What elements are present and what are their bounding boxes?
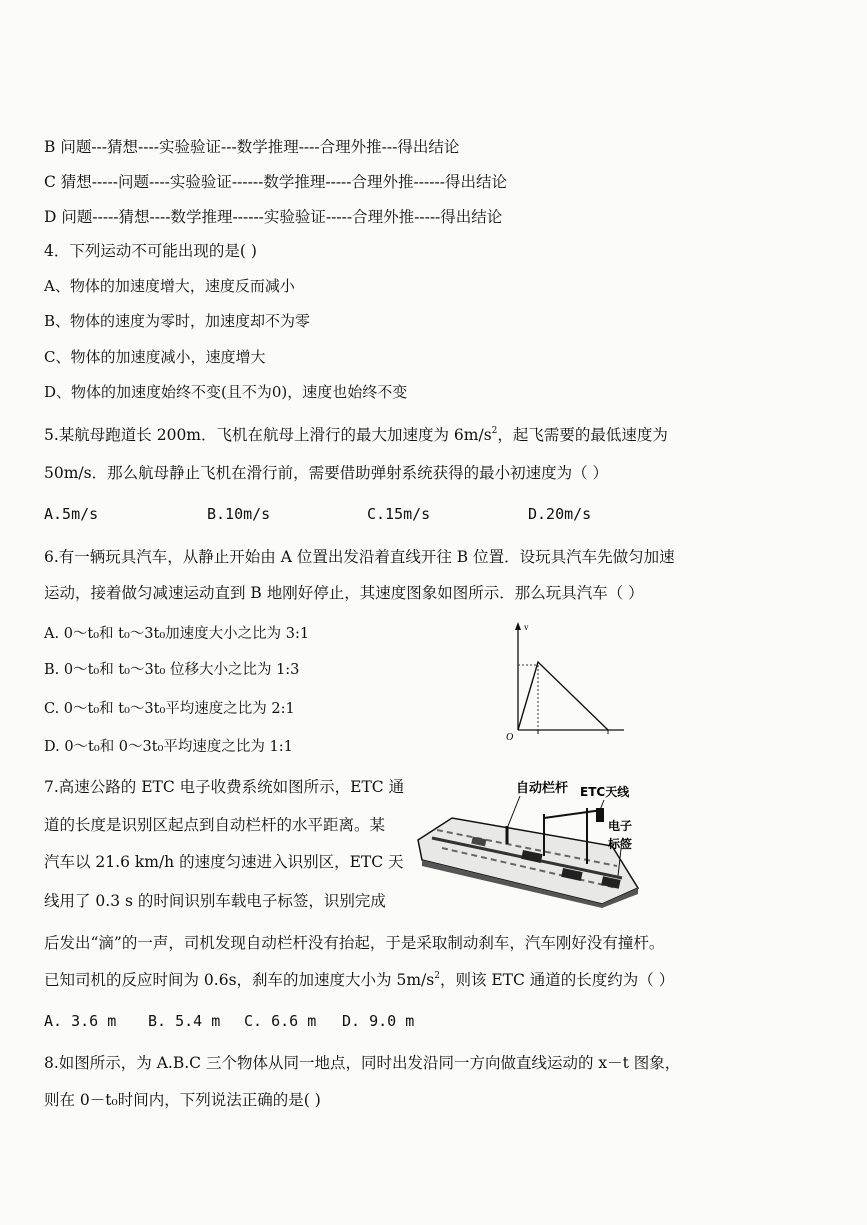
graph-v-label: v xyxy=(524,622,529,632)
graph-velocity-line xyxy=(518,662,608,730)
q8-stem-line1: 8.如图所示，为 A.B.C 三个物体从同一地点，同时出发沿同一方向做直线运动的 x－t 图象， xyxy=(44,1054,681,1072)
q8-stem-line2: 则在 0－t₀时间内，下列说法正确的是( ) xyxy=(44,1091,321,1109)
q5-option-d: D.20m/s xyxy=(528,505,592,523)
q7-option-d: D. 9.0 m xyxy=(342,1012,415,1030)
q7-line6 xyxy=(44,970,674,990)
q5-stem-superscript: 2 xyxy=(491,426,498,436)
etc-antenna-box xyxy=(596,808,604,822)
q6-stem-line1: 6.有一辆玩具汽车，从静止开始由 A 位置出发沿着直线开往 B 位置．设玩具汽车先做匀加速 xyxy=(44,548,675,566)
q4-option-d: D、物体的加速度始终不变(且不为0)，速度也始终不变 xyxy=(44,383,408,401)
q4-option-c: C、物体的加速度减小，速度增大 xyxy=(44,348,266,366)
q6-option-d: D. 0～t₀和 0～3t₀平均速度之比为 1:1 xyxy=(44,739,293,755)
q7-line1: 7.高速公路的 ETC 电子收费系统如图所示，ETC 通 xyxy=(44,778,405,796)
graph-v-axis-arrow xyxy=(515,622,521,630)
q6-stem-line2: 运动，接着做匀减速运动直到 B 地刚好停止，其速度图象如图所示．那么玩具汽车（ ） xyxy=(44,584,644,602)
etc-label-tag-1: 电子 xyxy=(608,819,633,833)
q4-option-a: A、物体的加速度增大，速度反而减小 xyxy=(44,277,295,295)
q5-option-a: A.5m/s xyxy=(44,505,99,523)
q7-line6-superscript: 2 xyxy=(434,971,440,981)
q5-stem-line2: 50m/s．那么航母静止飞机在滑行前，需要借助弹射系统获得的最小初速度为（ ） xyxy=(44,464,609,482)
q7-line5: 后发出“滴”的一声，司机发现自动栏杆没有抬起，于是采取制动刹车，汽车刚好没有撞杆。 xyxy=(44,934,665,952)
q7-option-b: B. 5.4 m xyxy=(148,1012,221,1030)
etc-label-antenna: ETC天线 xyxy=(580,785,630,799)
q6-option-a: A. 0～t₀和 t₀～3t₀加速度大小之比为 3:1 xyxy=(44,626,310,642)
q3-option-d: D 问题-----猜想----数学推理------实验验证-----合理外推-----得出结论 xyxy=(44,208,503,226)
q3-option-c: C 猜想-----问题----实验验证------数学推理-----合理外推------得出结论 xyxy=(44,173,507,191)
q7-line4: 线用了 0.3 s 的时间识别车载电子标签，识别完成 xyxy=(44,892,386,910)
q7-line2: 道的长度是识别区起点到自动栏杆的水平距离。某 xyxy=(44,816,386,834)
q6-option-c: C. 0～t₀和 t₀～3t₀平均速度之比为 2:1 xyxy=(44,701,295,717)
etc-label-barrier: 自动栏杆 xyxy=(516,781,569,796)
q5-stem-text-b: ，起飞需要的最低速度为 xyxy=(497,426,668,444)
q3-option-b: B 问题---猜想----实验验证---数学推理----合理外推---得出结论 xyxy=(44,138,460,156)
q4-stem: 4．下列运动不可能出现的是( ) xyxy=(44,242,257,260)
q6-velocity-time-graph xyxy=(500,618,630,748)
q7-option-c: C. 6.6 m xyxy=(244,1012,317,1030)
etc-road-surface xyxy=(418,818,638,904)
q7-line3: 汽车以 21.6 km/h 的速度匀速进入识别区，ETC 天 xyxy=(44,853,404,871)
q7-line6-text-b: ，则该 ETC 通道的长度约为（ ） xyxy=(439,971,675,989)
q5-stem-line1 xyxy=(44,425,668,445)
q6-option-b: B. 0～t₀和 t₀～3t₀ 位移大小之比为 1:3 xyxy=(44,662,300,678)
etc-system-illustration xyxy=(412,778,642,908)
etc-gantry-beam xyxy=(544,810,602,818)
q5-option-c: C.15m/s xyxy=(367,505,431,523)
q4-option-b: B、物体的速度为零时，加速度却不为零 xyxy=(44,312,311,330)
q5-stem-text-a: 5.某航母跑道长 200m．飞机在航母上滑行的最大加速度为 6m/s xyxy=(44,426,492,444)
q5-option-b: B.10m/s xyxy=(207,505,271,523)
etc-label-tag-2: 标签 xyxy=(608,837,633,851)
q7-line6-text-a: 已知司机的反应时间为 0.6s，刹车的加速度大小为 5m/s xyxy=(44,971,435,989)
q7-option-a: A. 3.6 m xyxy=(44,1012,117,1030)
graph-origin-label: O xyxy=(506,732,514,743)
etc-barrier-leader xyxy=(508,796,520,826)
